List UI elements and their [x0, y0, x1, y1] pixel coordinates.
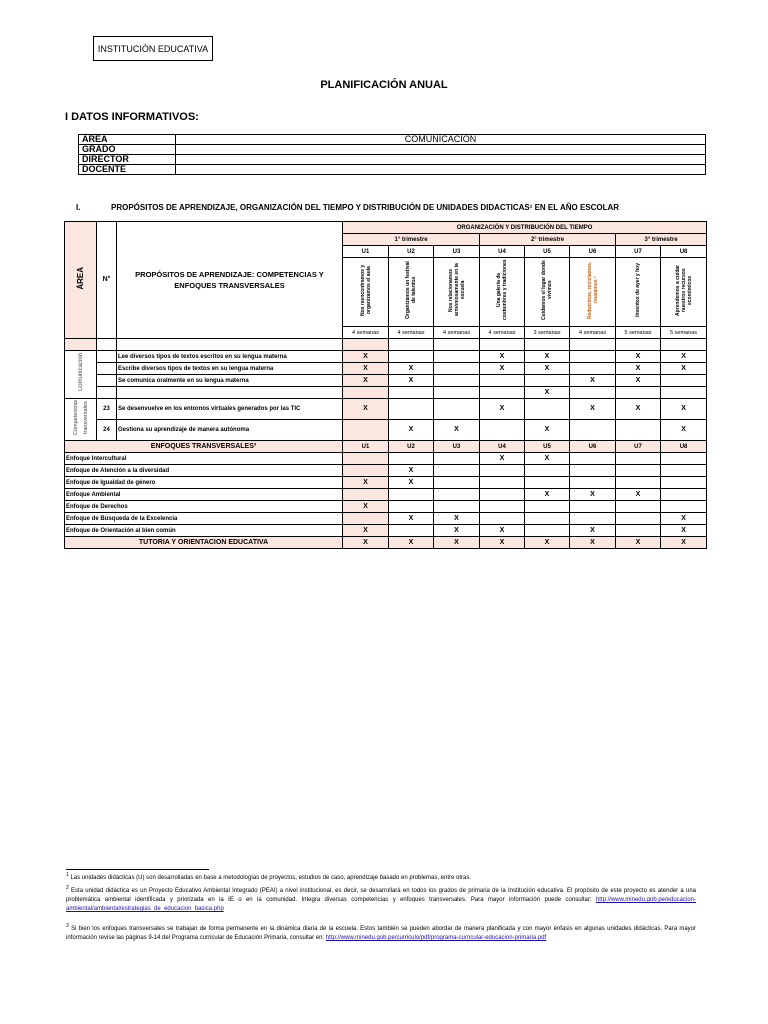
- mark-cell: X: [343, 477, 389, 489]
- mark-cell: X: [389, 477, 434, 489]
- mark-cell: [570, 351, 616, 363]
- mark-cell: [434, 387, 480, 399]
- transversal-row: [65, 420, 707, 441]
- n-header: N°: [97, 222, 117, 339]
- unit-title-6: Reducimos, reciclamos, reusamos ²: [570, 258, 616, 327]
- mark-cell: [525, 525, 570, 537]
- unit-title-2: Organizamos un festival de talentos: [389, 258, 434, 327]
- competencia-row: [65, 363, 707, 375]
- mark-cell: X: [434, 525, 480, 537]
- trimestre-1: 1° trimestre: [343, 234, 480, 246]
- mark-cell: [434, 399, 480, 420]
- mark-cell: X: [343, 525, 389, 537]
- datos-heading: I DATOS INFORMATIVOS:: [65, 111, 199, 123]
- section-number: I.: [76, 203, 81, 212]
- mark-cell: [661, 477, 707, 489]
- competencia-row: [65, 387, 707, 399]
- mark-cell: [343, 453, 389, 465]
- mark-cell: X: [616, 351, 661, 363]
- info-label: GRADO: [79, 145, 176, 155]
- mark-cell: X: [616, 399, 661, 420]
- mark-cell: X: [525, 489, 570, 501]
- mark-cell: [389, 453, 434, 465]
- mark-cell: [661, 489, 707, 501]
- mark-cell: X: [570, 537, 616, 549]
- mark-cell: [661, 501, 707, 513]
- enfoque-row: [65, 525, 707, 537]
- mark-cell: [389, 501, 434, 513]
- unit-title-7: Inventos de ayer y hoy: [616, 258, 661, 327]
- enfoque-text: Enfoque de Igualdad de género: [65, 477, 343, 489]
- mark-cell: [434, 363, 480, 375]
- info-label: DIRECTOR: [79, 155, 176, 165]
- mark-cell: [616, 420, 661, 441]
- duration-3: 4 semanas: [434, 327, 480, 339]
- mark-cell: [570, 420, 616, 441]
- mark-cell: X: [480, 453, 525, 465]
- mark-cell: X: [480, 363, 525, 375]
- mark-cell: [343, 465, 389, 477]
- competencia-row: [65, 351, 707, 363]
- mark-cell: X: [525, 537, 570, 549]
- mark-cell: [434, 501, 480, 513]
- mark-cell: [525, 501, 570, 513]
- mark-cell: X: [616, 537, 661, 549]
- mark-cell: X: [661, 525, 707, 537]
- duration-1: 4 semanas: [343, 327, 389, 339]
- footnote-1: $^1$ Las unidades didácticas (U) son desarrolladas en base a metodologías de proyectos, estudios de caso, aprendizaje basado en problemas, entre otras.: [66, 872, 472, 881]
- mark-cell: [661, 387, 707, 399]
- mark-cell: X: [661, 537, 707, 549]
- mark-cell: [343, 489, 389, 501]
- duration-8: 5 semanas: [661, 327, 707, 339]
- mark-cell: [389, 399, 434, 420]
- section-title: PROPÓSITOS DE APRENDIZAJE, ORGANIZACIÓN DEL TIEMPO Y DISTRIBUCIÓN DE UNIDADES DIDACTICAS¹ EN EL AÑO ESCOLAR: [111, 203, 620, 212]
- transversal-row: [65, 399, 707, 420]
- competencia-n: [97, 351, 117, 363]
- mark-cell: [480, 477, 525, 489]
- mark-cell: [480, 375, 525, 387]
- mark-cell: [661, 453, 707, 465]
- enfoque-text: Enfoque de Atención a la diversidad: [65, 465, 343, 477]
- mark-cell: [570, 465, 616, 477]
- unit-1: U1: [343, 246, 389, 258]
- mark-cell: X: [343, 375, 389, 387]
- mark-cell: [434, 477, 480, 489]
- mark-cell: [389, 387, 434, 399]
- mark-cell: [616, 387, 661, 399]
- mark-cell: X: [389, 537, 434, 549]
- mark-cell: [661, 465, 707, 477]
- mark-cell: X: [570, 489, 616, 501]
- mark-cell: [616, 501, 661, 513]
- mark-cell: X: [480, 399, 525, 420]
- duration-2: 4 semanas: [389, 327, 434, 339]
- competencia-n: [97, 363, 117, 375]
- area-transversales: Competencias transversales: [65, 399, 97, 441]
- enfoque-text: Enfoque de Derechos: [65, 501, 343, 513]
- mark-cell: X: [434, 420, 480, 441]
- mark-cell: X: [525, 351, 570, 363]
- mark-cell: X: [434, 513, 480, 525]
- transversal-text: Gestiona su aprendizaje de manera autónoma: [117, 420, 343, 441]
- competencia-text: Se comunica oralmente en su lengua materna: [117, 375, 343, 387]
- unit-title-4: Una galería de costumbres y tradiciones: [480, 258, 525, 327]
- enfoque-unit-3: U3: [434, 441, 480, 453]
- mark-cell: [570, 363, 616, 375]
- footnote-3: $^3$ Si bien los enfoques transversales se trabajan de forma permanente en la dinámica diaria de la escuela. Estos también se pueden abordar de manera planificada y con mayor énfasis en algunas unidades didácticas. Para mayor información revise las páginas 9-14 del Programa curricular de Educación Primaria, consultar en: http://www.minedu.gob.pe/curriculo/pdf/programa-curricular-educacion-primaria.pdf: [66, 923, 697, 941]
- mark-cell: [434, 351, 480, 363]
- enfoque-row: [65, 501, 707, 513]
- mark-cell: X: [343, 399, 389, 420]
- mark-cell: [434, 465, 480, 477]
- section-heading: [76, 203, 619, 212]
- mark-cell: X: [525, 420, 570, 441]
- mark-cell: [389, 525, 434, 537]
- mark-cell: [570, 477, 616, 489]
- mark-cell: [389, 489, 434, 501]
- info-row: [79, 155, 706, 165]
- info-row: [79, 135, 706, 145]
- competencia-n: [97, 375, 117, 387]
- duration-7: 5 semanas: [616, 327, 661, 339]
- enfoque-row: [65, 477, 707, 489]
- mark-cell: X: [389, 363, 434, 375]
- mark-cell: X: [480, 351, 525, 363]
- mark-cell: X: [661, 420, 707, 441]
- mark-cell: X: [661, 363, 707, 375]
- mark-cell: [570, 501, 616, 513]
- info-table: [78, 134, 706, 175]
- trimestre-2: 2° trimestre: [480, 234, 616, 246]
- enfoque-row: [65, 489, 707, 501]
- mark-cell: X: [480, 525, 525, 537]
- footnote-rule: [66, 869, 209, 870]
- institucion-label: INSTITUCIÓN EDUCATIVA: [97, 43, 209, 54]
- mark-cell: [525, 477, 570, 489]
- competencia-row: [65, 375, 707, 387]
- info-value: [176, 165, 706, 175]
- enfoque-unit-5: U5: [525, 441, 570, 453]
- mark-cell: X: [525, 387, 570, 399]
- mark-cell: [434, 489, 480, 501]
- mark-cell: [661, 375, 707, 387]
- mark-cell: [343, 513, 389, 525]
- propositos-header: PROPÓSITOS DE APRENDIZAJE: COMPETENCIAS Y ENFOQUES TRANSVERSALES: [117, 222, 343, 339]
- mark-cell: [480, 501, 525, 513]
- competencia-text: Escribe diversos tipos de textos en su lengua materna: [117, 363, 343, 375]
- enfoque-unit-8: U8: [661, 441, 707, 453]
- mark-cell: [570, 387, 616, 399]
- enfoque-row: [65, 453, 707, 465]
- mark-cell: X: [434, 537, 480, 549]
- tutoria-text: TUTORIA Y ORIENTACION EDUCATIVA: [65, 537, 343, 549]
- mark-cell: X: [343, 351, 389, 363]
- mark-cell: [525, 375, 570, 387]
- competencia-n: [97, 387, 117, 399]
- mark-cell: [480, 513, 525, 525]
- enfoque-unit-4: U4: [480, 441, 525, 453]
- info-row: [79, 145, 706, 155]
- mark-cell: X: [343, 537, 389, 549]
- enfoque-text: Enfoque de Orientación al bien común: [65, 525, 343, 537]
- mark-cell: [616, 453, 661, 465]
- enfoque-text: Enfoque de Búsqueda de la Excelencia: [65, 513, 343, 525]
- competencia-text: Lee diversos tipos de textos escritos en su lengua materna: [117, 351, 343, 363]
- mark-cell: X: [661, 513, 707, 525]
- transversal-n: 23: [97, 399, 117, 420]
- unit-title-3: Nos relacionamos armoniosamente en la escuela: [434, 258, 480, 327]
- mark-cell: [343, 420, 389, 441]
- mark-cell: [616, 465, 661, 477]
- mark-cell: X: [525, 363, 570, 375]
- unit-5: U5: [525, 246, 570, 258]
- enfoques-header: ENFOQUES TRANSVERSALES³: [65, 441, 343, 453]
- enfoques-header-row: [65, 441, 707, 453]
- unit-title-1: Nos reencontramos y organizamos el aula: [343, 258, 389, 327]
- mark-cell: X: [570, 399, 616, 420]
- mark-cell: X: [570, 375, 616, 387]
- unit-4: U4: [480, 246, 525, 258]
- mark-cell: X: [525, 453, 570, 465]
- info-value: [176, 145, 706, 155]
- info-value: [176, 155, 706, 165]
- mark-cell: X: [616, 489, 661, 501]
- mark-cell: [570, 513, 616, 525]
- mark-cell: [525, 465, 570, 477]
- enfoque-unit-1: U1: [343, 441, 389, 453]
- enfoque-row: [65, 465, 707, 477]
- mark-cell: [389, 351, 434, 363]
- mark-cell: X: [389, 513, 434, 525]
- footnote-2-link[interactable]: http://www.minedu.gob.pe/educacion-ambiental/ambiental/estrategias_de_educacion_basica.php: [66, 897, 697, 912]
- tutoria-row: [65, 537, 707, 549]
- mark-cell: X: [570, 525, 616, 537]
- mark-cell: X: [343, 501, 389, 513]
- mark-cell: [480, 387, 525, 399]
- institucion-box: [93, 36, 213, 61]
- unit-title-5: Cuidamos el lugar donde vivimos: [525, 258, 570, 327]
- planning-table: [64, 221, 707, 549]
- mark-cell: X: [480, 537, 525, 549]
- mark-cell: [434, 453, 480, 465]
- trimestre-3: 3° trimestre: [616, 234, 707, 246]
- spacer-row: [65, 339, 707, 351]
- mark-cell: X: [616, 375, 661, 387]
- unit-8: U8: [661, 246, 707, 258]
- info-label: DOCENTE: [79, 165, 176, 175]
- info-label: ÁREA: [79, 135, 176, 145]
- mark-cell: X: [343, 363, 389, 375]
- mark-cell: [480, 489, 525, 501]
- unit-7: U7: [616, 246, 661, 258]
- enfoque-row: [65, 513, 707, 525]
- mark-cell: X: [389, 465, 434, 477]
- info-value: COMUNICACIÓN: [176, 135, 706, 145]
- info-row: [79, 165, 706, 175]
- unit-title-8: Aprendemos a cuidar nuestros recursos económicos: [661, 258, 707, 327]
- page-title: PLANIFICACIÓN ANUAL: [320, 79, 448, 91]
- enfoque-unit-6: U6: [570, 441, 616, 453]
- mark-cell: [434, 375, 480, 387]
- mark-cell: X: [389, 375, 434, 387]
- mark-cell: [616, 477, 661, 489]
- enfoque-text: Enfoque Intercultural: [65, 453, 343, 465]
- mark-cell: X: [661, 399, 707, 420]
- mark-cell: [616, 525, 661, 537]
- area-comunicacion: Comunicación: [65, 351, 97, 399]
- mark-cell: [480, 420, 525, 441]
- header-row-1: [65, 222, 707, 234]
- mark-cell: [525, 513, 570, 525]
- enfoque-unit-7: U7: [616, 441, 661, 453]
- mark-cell: [343, 387, 389, 399]
- mark-cell: [570, 453, 616, 465]
- competencia-text: [117, 387, 343, 399]
- mark-cell: [480, 465, 525, 477]
- area-header: ÁREA: [65, 222, 97, 339]
- footnote-3-link[interactable]: http://www.minedu.gob.pe/curriculo/pdf/programa-curricular-educacion-primaria.pdf: [325, 935, 547, 941]
- footnote-2: $^2$ Esta unidad didáctica es un Proyecto Educativo Ambiental Integrado (PEAI) a nivel institucional, es decir, se desarrollará en todos los grados de primaria de la Institución educativa. El propósito de este proyecto es atender a una problemática ambiental identificada y priorizada en la IE o en la comunidad. Integra diversas competencias y enfoques transversales. Para mayor información puede consultar: http://www.minedu.gob.pe/educacion-ambiental/ambiental/estrategias_de_educacion_basica.php: [66, 885, 697, 912]
- mark-cell: X: [616, 363, 661, 375]
- mark-cell: X: [389, 420, 434, 441]
- duration-6: 4 semanas: [570, 327, 616, 339]
- mark-cell: [525, 399, 570, 420]
- transversal-n: 24: [97, 420, 117, 441]
- unit-6: U6: [570, 246, 616, 258]
- mark-cell: [616, 513, 661, 525]
- enfoque-unit-2: U2: [389, 441, 434, 453]
- enfoque-text: Enfoque Ambiental: [65, 489, 343, 501]
- org-header: ORGANIZACIÓN Y DISTRIBUCIÓN DEL TIEMPO: [343, 222, 707, 234]
- mark-cell: X: [661, 351, 707, 363]
- duration-5: 3 semanas: [525, 327, 570, 339]
- unit-3: U3: [434, 246, 480, 258]
- duration-4: 4 semanas: [480, 327, 525, 339]
- transversal-text: Se desenvuelve en los entornos virtuales generados por las TIC: [117, 399, 343, 420]
- unit-2: U2: [389, 246, 434, 258]
